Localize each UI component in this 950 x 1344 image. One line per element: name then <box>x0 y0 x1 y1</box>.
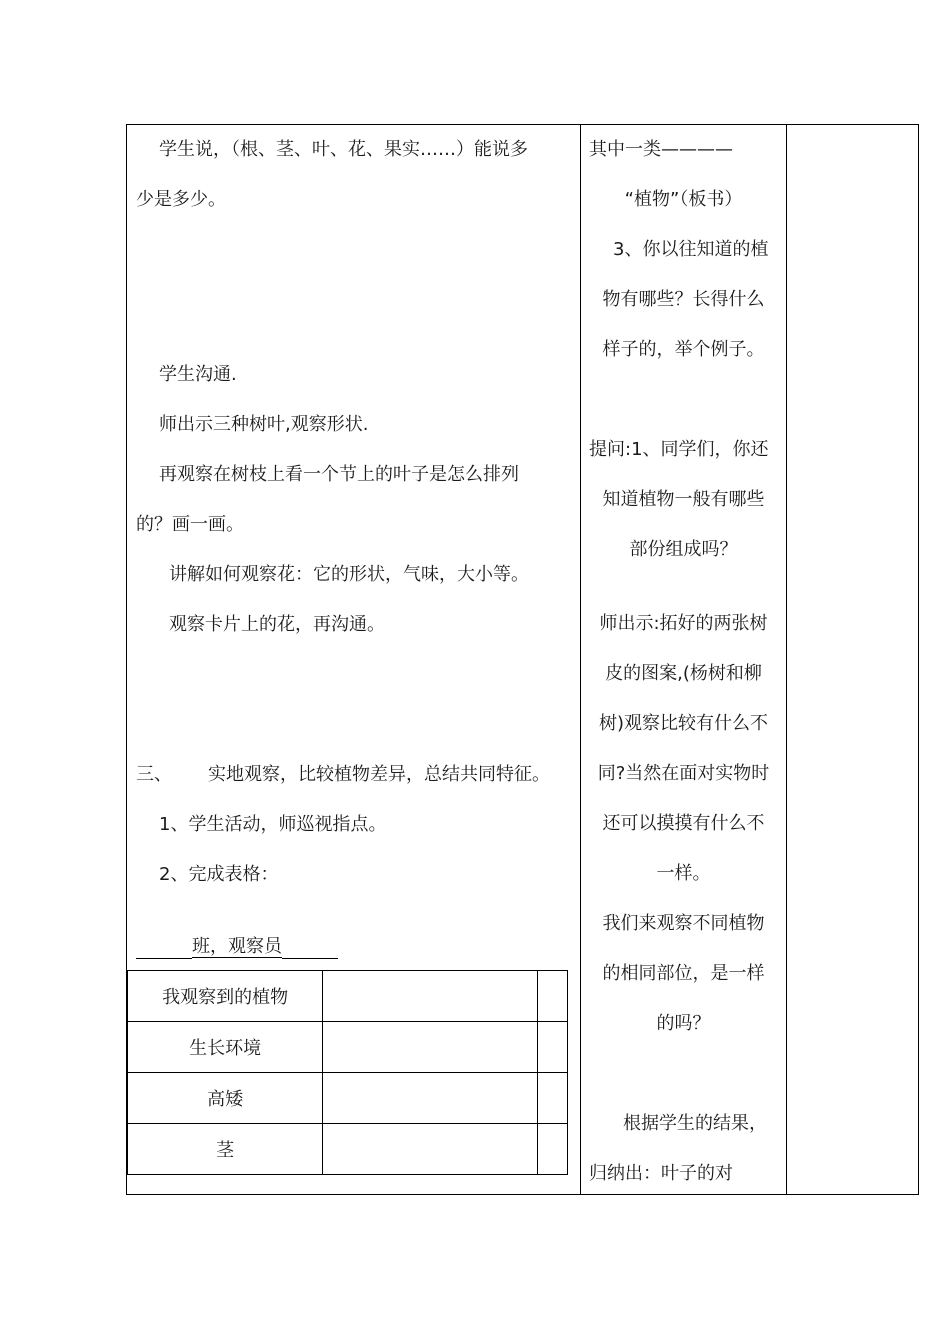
table-row <box>128 1073 568 1124</box>
middle-line-17: 的吗？ <box>656 1013 711 1034</box>
step-one: 1、学生活动，师巡视指点。 <box>159 814 387 835</box>
table-row-label: 我观察到的植物 <box>128 971 323 1022</box>
table-row-label: 茎 <box>128 1124 323 1175</box>
lesson-table <box>126 124 919 1195</box>
teacher-shows-leaves: 师出示三种树叶,观察形状. <box>159 414 369 435</box>
table-row <box>128 971 568 1022</box>
observe-card-flower: 观察卡片上的花，再沟通。 <box>169 614 385 635</box>
table-row-label: 生长环境 <box>128 1022 323 1073</box>
middle-line-11: 树)观察比较有什么不 <box>598 713 769 734</box>
class-blank <box>136 938 192 959</box>
middle-line-18: 根据学生的结果， <box>623 1113 767 1134</box>
middle-line-15: 我们来观察不同植物 <box>602 913 765 934</box>
form-header-line <box>136 935 338 959</box>
observer-blank <box>282 938 338 959</box>
middle-line-7: 知道植物一般有哪些 <box>602 489 765 510</box>
middle-line-19: 归纳出：叶子的对 <box>589 1163 733 1184</box>
middle-line-5: 样子的，举个例子。 <box>602 339 765 360</box>
table-row <box>128 1124 568 1175</box>
right-column <box>787 125 918 1194</box>
student-communicate: 学生沟通. <box>159 364 237 385</box>
table-cell <box>323 971 538 1022</box>
table-cell <box>538 1073 568 1124</box>
explain-flower-observation: 讲解如何观察花：它的形状，气味，大小等。 <box>169 564 529 585</box>
middle-line-2: “植物”（板书） <box>624 189 743 210</box>
middle-line-13: 还可以摸摸有什么不 <box>602 813 765 834</box>
table-row-label: 高矮 <box>128 1073 323 1124</box>
table-row <box>128 1022 568 1073</box>
middle-line-12: 同?当然在面对实物时 <box>597 763 770 784</box>
middle-line-3: 3、你以往知道的植 <box>613 239 769 260</box>
observation-table <box>127 970 568 1175</box>
table-cell <box>538 971 568 1022</box>
step-two: 2、完成表格： <box>159 864 279 885</box>
table-cell <box>538 1022 568 1073</box>
middle-line-8: 部份组成吗？ <box>629 539 738 560</box>
middle-line-9: 师出示:拓好的两张树 <box>599 613 768 634</box>
middle-line-1: 其中一类———— <box>589 139 733 160</box>
middle-line-6: 提问:1、同学们，你还 <box>589 439 769 460</box>
table-cell <box>538 1124 568 1175</box>
student-answer-line1: 学生说，（根、茎、叶、花、果实……）能说多 <box>159 139 528 160</box>
middle-line-14: 一样。 <box>656 863 711 884</box>
observe-leaf-arrangement-line1: 再观察在树枝上看一个节上的叶子是怎么排列 <box>159 464 519 485</box>
middle-line-4: 物有哪些？长得什么 <box>602 289 765 310</box>
middle-line-16: 的相同部位，是一样 <box>602 963 765 984</box>
section-three-heading: 实地观察，比较植物差异，总结共同特征。 <box>208 764 550 785</box>
table-cell <box>323 1022 538 1073</box>
student-answer-line2: 少是多少。 <box>136 189 226 210</box>
table-cell <box>323 1073 538 1124</box>
form-header-text: 班，观察员 <box>192 936 282 957</box>
observe-leaf-arrangement-line2: 的？画一画。 <box>136 514 244 535</box>
middle-line-10: 皮的图案,(杨树和柳 <box>605 663 762 684</box>
table-cell <box>323 1124 538 1175</box>
section-three-number: 三、 <box>136 764 172 785</box>
